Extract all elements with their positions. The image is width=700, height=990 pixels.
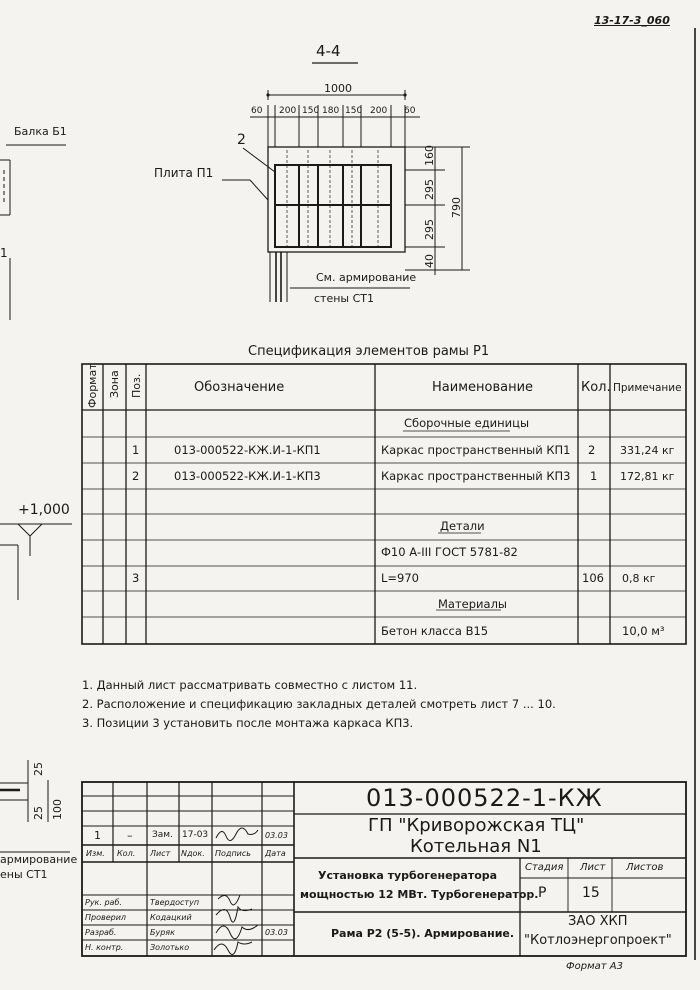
left-mark-1: 1 — [0, 246, 8, 260]
role-2: Проверил — [85, 913, 127, 922]
role-4-name: Золотько — [150, 943, 190, 952]
dim-right-3: 295 — [423, 219, 436, 240]
project-line-2: мощностью 12 МВт. Турбогенератор. — [300, 888, 539, 901]
col-izm: Изм. — [86, 849, 105, 858]
dim-top-5: 150 — [345, 106, 363, 116]
dim-total: 1000 — [324, 82, 352, 95]
left-dim-25a: 25 — [32, 762, 45, 776]
rev-date: 03.03 — [265, 831, 288, 840]
col-data: Дата — [265, 849, 286, 858]
note-3: 3. Позиции 3 установить после монтажа каркаса КП3. — [82, 716, 414, 730]
spec-row-2-qty: 1 — [590, 469, 598, 483]
wall-note-2: стены СТ1 — [314, 292, 374, 305]
spec-row-6-note: 0,8 кг — [622, 572, 656, 585]
note-2: 2. Расположение и спецификацию закладных деталей смотреть лист 7 ... 10. — [82, 697, 556, 711]
format-label: Формат А3 — [566, 961, 623, 972]
label-beam: Балка Б1 — [14, 125, 67, 138]
col-kol: Кол. — [117, 849, 136, 858]
spec-row-6-qty: 106 — [582, 571, 604, 585]
spec-title: Спецификация элементов рамы Р1 — [248, 344, 490, 359]
dim-right-2: 295 — [423, 179, 436, 200]
spec-row-5-name: Ф10 А-III ГОСТ 5781-82 — [381, 545, 518, 559]
dim-top-6: 200 — [370, 106, 388, 116]
spec-row-1-designation: 013-000522-КЖ.И-1-КП1 — [174, 443, 321, 457]
spec-row-8-name: Бетон класса В15 — [381, 624, 489, 638]
spec-row-8-note: 10,0 м³ — [622, 624, 665, 638]
spec-row-4-name: Детали — [440, 519, 485, 533]
col-list: Лист — [150, 849, 171, 858]
role-3-date: 03.03 — [265, 928, 288, 937]
dim-top-3: 150 — [302, 106, 320, 116]
rev-num: 1 — [94, 829, 101, 842]
spec-header-zone: Зона — [108, 370, 121, 398]
role-3-name: Буряк — [150, 928, 175, 937]
left-dim-100: 100 — [51, 799, 64, 820]
spec-row-2-designation: 013-000522-КЖ.И-1-КП3 — [174, 469, 321, 483]
rev-qty: – — [127, 829, 133, 842]
spec-header-name: Наименование — [432, 380, 534, 395]
dim-top-2: 200 — [279, 106, 297, 116]
spec-header-qty: Кол. — [581, 380, 611, 395]
dim-top-4: 180 — [322, 106, 340, 116]
sheet-title: Рама Р2 (5-5). Армирование. — [331, 927, 515, 940]
sheets-label: Листов — [626, 862, 664, 873]
rev-doc: 17-03 — [182, 830, 209, 840]
spec-row-7-name: Материалы — [438, 597, 507, 611]
sheet-value: 15 — [582, 885, 600, 901]
spec-row-0-name: Сборочные единицы — [404, 416, 530, 430]
dim-right-4: 40 — [423, 254, 436, 268]
spec-row-6-name: L=970 — [381, 571, 419, 585]
role-1: Рук. раб. — [85, 898, 122, 907]
project-line-1: Установка турбогенератора — [318, 869, 498, 882]
col-podpis: Подпись — [215, 849, 251, 858]
sheet-code: 13-17-3_060 — [594, 14, 670, 27]
col-ndok: Nдок. — [181, 849, 205, 858]
role-2-name: Кодацкий — [150, 913, 192, 922]
section-title: 4-4 — [316, 42, 341, 60]
dim-right-1: 160 — [423, 145, 436, 166]
spec-header-designation: Обозначение — [194, 380, 285, 395]
spec-header-note: Примечание — [613, 382, 682, 394]
role-4: Н. контр. — [85, 943, 124, 952]
spec-row-1-name: Каркас пространственный КП1 — [381, 443, 571, 457]
sheet-label: Лист — [580, 862, 606, 873]
dim-top-1: 60 — [251, 106, 263, 116]
spec-row-2-note: 172,81 кг — [620, 470, 675, 483]
stage-label: Стадия — [525, 862, 564, 873]
spec-row-1-qty: 2 — [588, 443, 596, 457]
left-dim-25b: 25 — [32, 806, 45, 820]
role-3: Разраб. — [85, 928, 117, 937]
spec-header-format: Формат — [86, 363, 99, 408]
rev-change: Зам. — [152, 830, 173, 840]
spec-row-2-pos: 2 — [132, 469, 140, 483]
left-cut-text-2: ены СТ1 — [0, 868, 48, 881]
spec-row-1-pos: 1 — [132, 443, 140, 457]
company-line-2: "Котлоэнергопроект" — [524, 933, 672, 948]
label-plate: Плита П1 — [154, 166, 214, 180]
spec-row-6-pos: 3 — [132, 571, 140, 585]
note-1: 1. Данный лист рассматривать совместно с листом 11. — [82, 678, 418, 692]
dim-top-7: 60 — [404, 106, 416, 116]
role-1-name: Твердоступ — [150, 898, 200, 907]
callout-2: 2 — [237, 132, 246, 148]
dim-height: 790 — [450, 197, 463, 218]
org-line-1: ГП "Криворожская ТЦ" — [368, 815, 585, 836]
org-line-2: Котельная N1 — [410, 836, 542, 857]
elevation-mark: +1,000 — [18, 502, 70, 518]
left-cut-text-1: армирование — [0, 853, 78, 866]
company-line-1: ЗАО ХКП — [568, 914, 628, 929]
spec-row-1-note: 331,24 кг — [620, 444, 675, 457]
wall-note-1: См. армирование — [316, 271, 417, 284]
stage-value: Р — [538, 885, 547, 901]
spec-header-pos: Поз. — [130, 373, 143, 398]
doc-code: 013-000522-1-КЖ — [366, 784, 603, 812]
spec-row-2-name: Каркас пространственный КП3 — [381, 469, 571, 483]
